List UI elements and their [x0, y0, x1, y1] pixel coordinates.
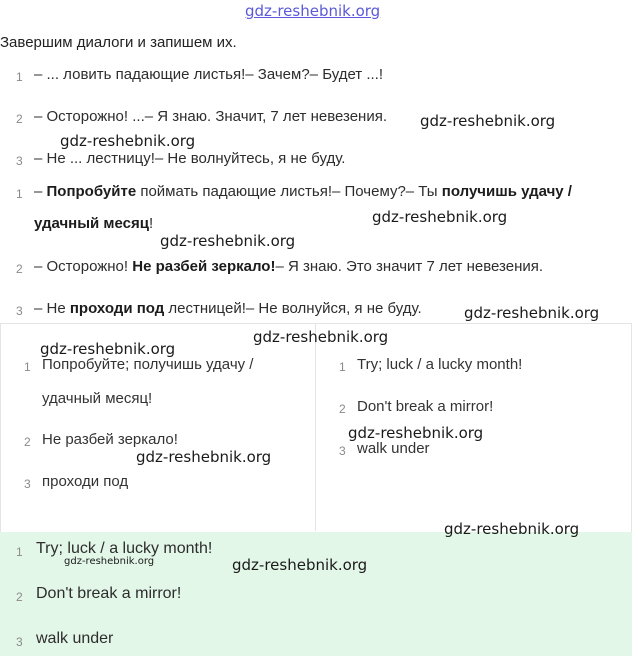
watermark: gdz-reshebnik.org — [232, 556, 368, 574]
watermark: gdz-reshebnik.org — [40, 340, 176, 358]
box-left-1-cont: удачный месяц! — [42, 390, 153, 407]
watermark-header[interactable]: gdz-reshebnik.org — [245, 2, 381, 20]
line-number: 2 — [16, 262, 23, 276]
line-number: 3 — [24, 477, 31, 491]
box-left-1: Попробуйте; получишь удачу / — [42, 356, 254, 373]
watermark: gdz-reshebnik.org — [420, 112, 556, 130]
task-line-2: – Осторожно! ...– Я знаю. Значит, 7 лет невезения. — [34, 108, 388, 125]
answer-line-2: – Осторожно! Не разбей зеркало!– Я знаю. Это значит 7 лет невезения. — [34, 258, 544, 275]
line-number: 3 — [16, 635, 23, 649]
line-number: 3 — [16, 304, 23, 318]
line-number: 1 — [339, 360, 346, 374]
line-number: 3 — [16, 154, 23, 168]
final-line-3: walk under — [36, 630, 114, 647]
watermark: gdz-reshebnik.org — [372, 208, 508, 226]
answer-line-3: – Не проходи под лестницей!– Не волнуйся, я не буду. — [34, 300, 422, 317]
line-number: 1 — [24, 360, 31, 374]
line-number: 1 — [16, 545, 23, 559]
watermark: gdz-reshebnik.org — [253, 328, 389, 346]
watermark: gdz-reshebnik.org — [64, 556, 155, 567]
answer-line-1: – Попробуйте поймать падающие листья!– Почему?– Ты получишь удачу / — [34, 183, 572, 200]
intro-text: Завершим диалоги и запишем их. — [0, 34, 237, 51]
answer-line-1-cont: удачный месяц! — [34, 215, 154, 232]
task-line-3: – Не ... лестницу!– Не волнуйтесь, я не буду. — [34, 150, 346, 167]
task-line-1: – ... ловить падающие листья!– Зачем?– Будет ...! — [34, 66, 384, 83]
watermark: gdz-reshebnik.org — [136, 448, 272, 466]
line-number: 2 — [16, 590, 23, 604]
column-divider — [315, 323, 316, 531]
watermark: gdz-reshebnik.org — [464, 304, 600, 322]
box-left-2: Не разбей зеркало! — [42, 431, 178, 448]
line-number: 3 — [339, 444, 346, 458]
box-left-3: проходи под — [42, 473, 129, 490]
box-right-3: walk under — [357, 440, 430, 457]
box-right-2: Don't break a mirror! — [357, 398, 494, 415]
line-number: 2 — [339, 402, 346, 416]
line-number: 1 — [16, 187, 23, 201]
watermark: gdz-reshebnik.org — [444, 520, 580, 538]
line-number: 1 — [16, 70, 23, 84]
box-right-1: Try; luck / a lucky month! — [357, 356, 523, 373]
final-line-2: Don't break a mirror! — [36, 585, 182, 602]
watermark: gdz-reshebnik.org — [348, 424, 484, 442]
line-number: 2 — [24, 435, 31, 449]
watermark: gdz-reshebnik.org — [60, 132, 196, 150]
final-line-1: Try; luck / a lucky month! — [36, 540, 213, 557]
watermark: gdz-reshebnik.org — [160, 232, 296, 250]
line-number: 2 — [16, 112, 23, 126]
